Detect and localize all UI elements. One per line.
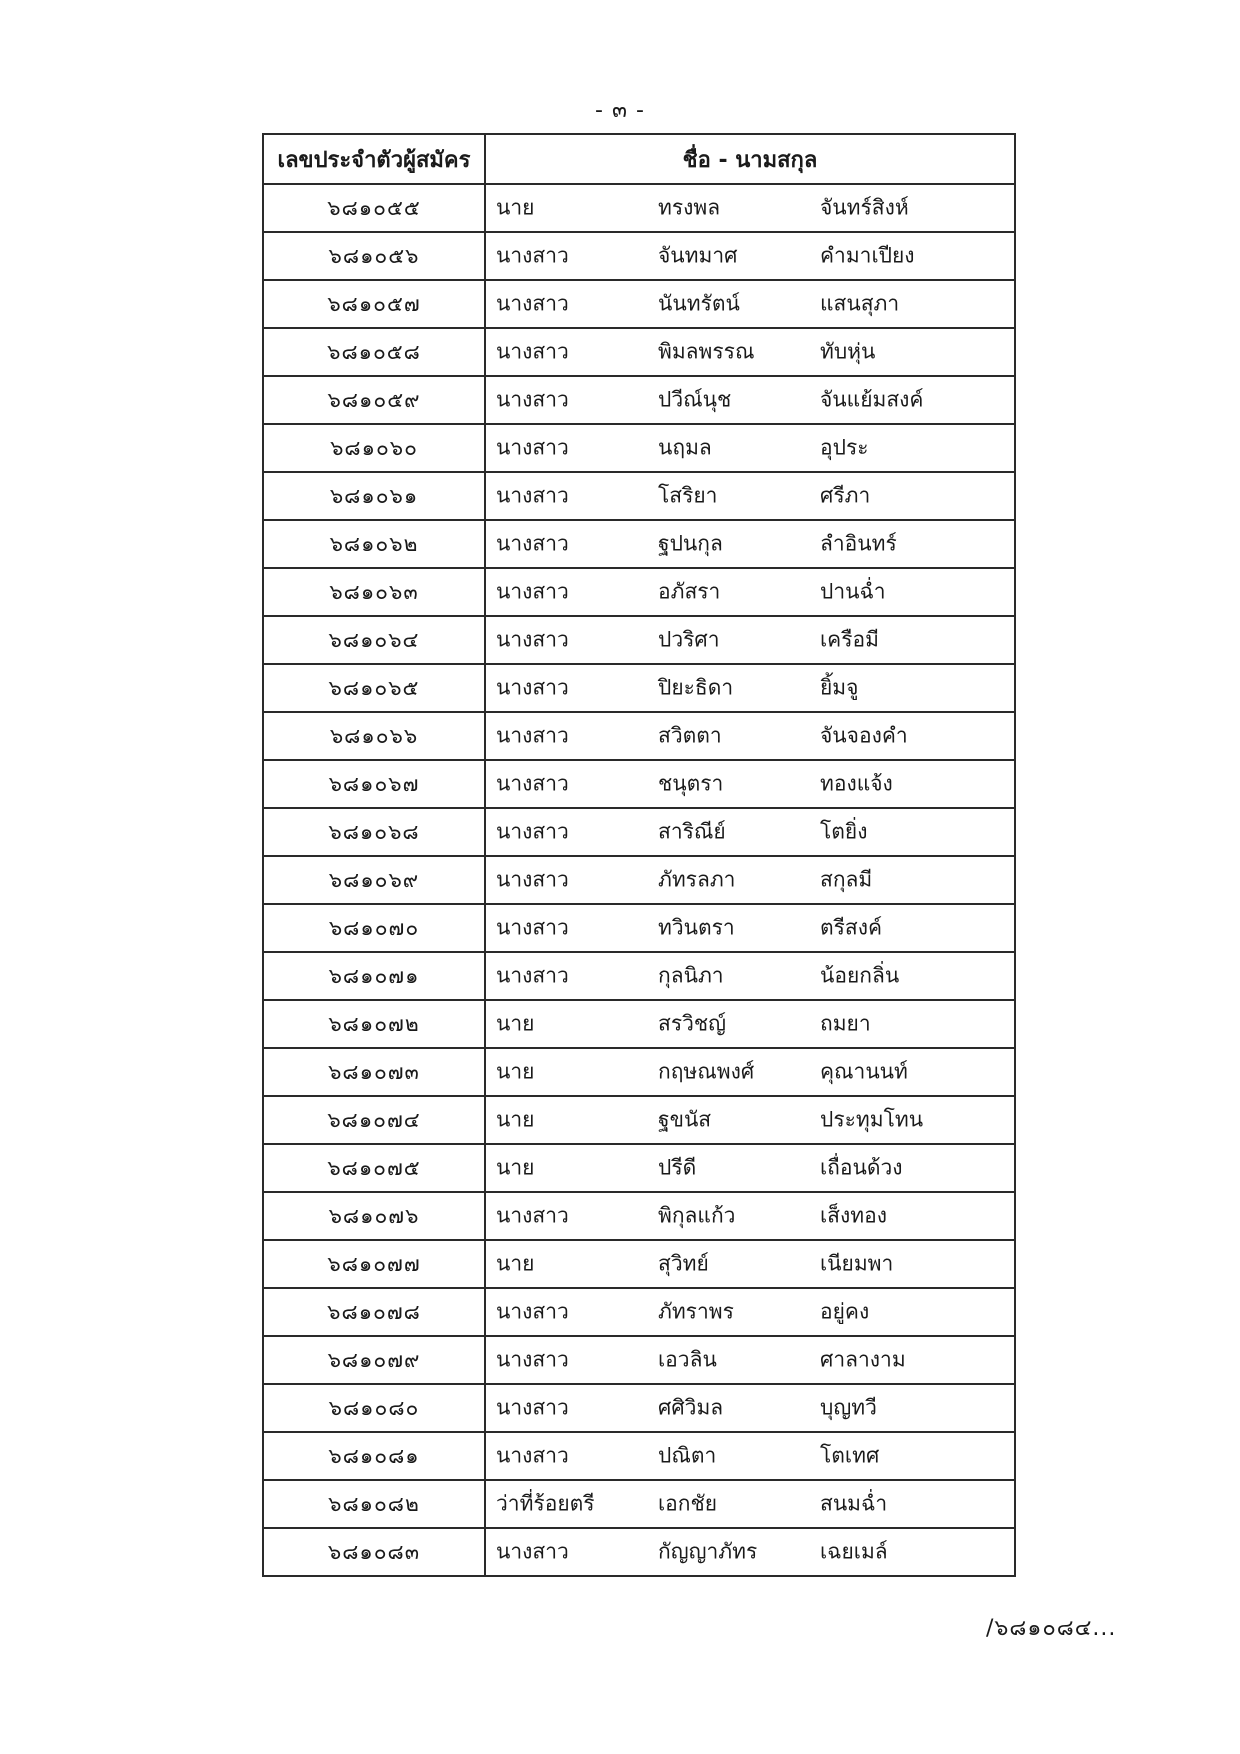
continuation-marker: /๖๘๑๐๘๔... [986,1616,1117,1641]
table-row [263,424,1015,472]
applicant-id-cell: ๖๘๑๐๖๕ [263,664,485,712]
applicant-id-cell: ๖๘๑๐๖๘ [263,808,485,856]
applicant-id-cell: ๖๘๑๐๖๔ [263,616,485,664]
table-row [263,280,1015,328]
table-row [263,568,1015,616]
first-name: ปณิตา [658,1443,717,1468]
table-row [263,232,1015,280]
table-row [263,664,1015,712]
table-row [263,184,1015,232]
name-prefix: นางสาว [496,1443,569,1468]
applicant-id-cell: ๖๘๑๐๕๘ [263,328,485,376]
full-name-cell [485,664,1015,712]
full-name-cell [485,1336,1015,1384]
first-name: นฤมล [658,435,712,460]
last-name: ประทุมโทน [820,1107,924,1132]
last-name: ลำอินทร์ [820,531,897,556]
first-name: อภัสรา [658,579,721,604]
last-name: ปานฉ่ำ [820,579,886,604]
name-prefix: นางสาว [496,1203,569,1228]
last-name: จันแย้มสงค์ [820,387,924,412]
page-number: - ๓ - [595,98,645,123]
full-name-cell [485,232,1015,280]
name-prefix: นางสาว [496,963,569,988]
full-name-cell [485,1192,1015,1240]
last-name: สนมฉ่ำ [820,1491,888,1516]
first-name: พิมลพรรณ [658,339,755,364]
last-name: ทับหุ่น [820,339,876,364]
table-row [263,1048,1015,1096]
last-name: จันจองคำ [820,723,908,748]
name-prefix: นางสาว [496,627,569,652]
name-prefix: นางสาว [496,243,569,268]
last-name: ตรีสงค์ [820,915,883,940]
applicant-id-cell: ๖๘๑๐๗๘ [263,1288,485,1336]
last-name: คำมาเปียง [820,243,915,268]
last-name: ถมยา [820,1011,871,1036]
full-name-cell [485,1288,1015,1336]
table-body [263,184,1015,1576]
applicant-id-cell: ๖๘๑๐๗๙ [263,1336,485,1384]
applicant-id-cell: ๖๘๑๐๗๕ [263,1144,485,1192]
table-row [263,1240,1015,1288]
full-name-cell [485,184,1015,232]
table-row [263,760,1015,808]
table-row [263,1144,1015,1192]
applicant-id-cell: ๖๘๑๐๖๙ [263,856,485,904]
applicant-id-cell: ๖๘๑๐๖๓ [263,568,485,616]
name-prefix: นางสาว [496,723,569,748]
full-name-cell [485,760,1015,808]
table-row [263,520,1015,568]
first-name: ทรงพล [658,195,721,220]
first-name: สรวิชญ์ [658,1011,727,1036]
table-row [263,1528,1015,1576]
last-name: แสนสุภา [820,291,900,316]
name-prefix: นางสาว [496,1299,569,1324]
applicant-id-cell: ๖๘๑๐๖๐ [263,424,485,472]
table-row [263,1096,1015,1144]
full-name-cell [485,1000,1015,1048]
table-row [263,856,1015,904]
last-name: อุประ [820,435,869,460]
full-name-cell [485,520,1015,568]
table-row [263,1288,1015,1336]
table-row [263,1384,1015,1432]
last-name: เนียมพา [820,1251,894,1276]
applicant-id-cell: ๖๘๑๐๘๓ [263,1528,485,1576]
full-name-cell [485,904,1015,952]
table-row [263,1432,1015,1480]
last-name: อยู่คง [820,1299,870,1324]
applicant-id-cell: ๖๘๑๐๕๖ [263,232,485,280]
last-name: สกุลมี [820,867,873,892]
first-name: ภัทราพร [658,1299,734,1324]
first-name: ปิยะธิดา [658,675,734,700]
full-name-cell [485,1144,1015,1192]
first-name: สวิตตา [658,723,722,748]
first-name: โสริยา [658,483,718,508]
full-name-cell [485,616,1015,664]
applicant-id-cell: ๖๘๑๐๖๒ [263,520,485,568]
applicant-id-cell: ๖๘๑๐๘๑ [263,1432,485,1480]
full-name-cell [485,1048,1015,1096]
name-prefix: นางสาว [496,819,569,844]
table-row [263,328,1015,376]
applicant-id-cell: ๖๘๑๐๗๗ [263,1240,485,1288]
name-prefix: นางสาว [496,1539,569,1564]
applicant-id-cell: ๖๘๑๐๗๒ [263,1000,485,1048]
last-name: เครือมี [820,627,879,652]
first-name: เอวลิน [658,1347,717,1372]
first-name: กฤษณพงศ์ [658,1059,755,1084]
table-row [263,808,1015,856]
applicant-id-cell: ๖๘๑๐๖๖ [263,712,485,760]
applicant-id-cell: ๖๘๑๐๗๖ [263,1192,485,1240]
name-prefix: นาย [496,1011,535,1036]
full-name-cell [485,1240,1015,1288]
table-row [263,1336,1015,1384]
full-name-cell [485,568,1015,616]
last-name: ศรีภา [820,483,871,508]
applicant-id-cell: ๖๘๑๐๖๗ [263,760,485,808]
first-name: นันทรัตน์ [658,291,740,316]
first-name: ศศิวิมล [658,1395,724,1420]
full-name-cell [485,376,1015,424]
applicant-id-cell: ๖๘๑๐๖๑ [263,472,485,520]
applicant-id-cell: ๖๘๑๐๕๙ [263,376,485,424]
full-name-cell [485,1480,1015,1528]
last-name: ยิ้มจู [820,675,859,700]
name-prefix: นางสาว [496,387,569,412]
last-name: เฉยเมล์ [820,1539,888,1564]
table-row [263,712,1015,760]
first-name: ฐขนัส [658,1107,712,1132]
table-row [263,1480,1015,1528]
applicant-id-cell: ๖๘๑๐๗๑ [263,952,485,1000]
first-name: ปวริศา [658,627,720,652]
full-name-cell [485,712,1015,760]
table-row [263,904,1015,952]
full-name-cell [485,856,1015,904]
name-prefix: นางสาว [496,771,569,796]
name-prefix: นางสาว [496,915,569,940]
name-prefix: นางสาว [496,291,569,316]
full-name-cell [485,808,1015,856]
name-prefix: นางสาว [496,435,569,460]
name-prefix: นางสาว [496,1347,569,1372]
last-name: คุณานนท์ [820,1059,908,1084]
name-prefix: นางสาว [496,531,569,556]
first-name: ฐปนกุล [658,531,723,556]
name-prefix: นาย [496,1107,535,1132]
first-name: จันทมาศ [658,243,738,268]
first-name: ปรีดี [658,1155,697,1180]
full-name-cell [485,952,1015,1000]
header-full-name: ชื่อ - นามสกุล [485,134,1015,184]
applicant-id-cell: ๖๘๑๐๗๓ [263,1048,485,1096]
first-name: พิกุลแก้ว [658,1203,736,1228]
name-prefix: นางสาว [496,339,569,364]
applicant-id-cell: ๖๘๑๐๗๔ [263,1096,485,1144]
table-row [263,616,1015,664]
full-name-cell [485,280,1015,328]
applicant-table [262,133,1016,1577]
name-prefix: นางสาว [496,483,569,508]
last-name: ทองแจ้ง [820,771,893,796]
applicant-id-cell: ๖๘๑๐๗๐ [263,904,485,952]
last-name: เส็งทอง [820,1203,887,1228]
name-prefix: ว่าที่ร้อยตรี [496,1491,595,1516]
last-name: น้อยกลิ่น [820,963,900,988]
name-prefix: นาย [496,1155,535,1180]
first-name: สาริณีย์ [658,819,726,844]
applicant-id-cell: ๖๘๑๐๘๐ [263,1384,485,1432]
name-prefix: นาย [496,1251,535,1276]
first-name: สุวิทย์ [658,1251,709,1276]
full-name-cell [485,1096,1015,1144]
first-name: ทวินตรา [658,915,735,940]
first-name: ปวีณ์นุช [658,387,732,412]
name-prefix: นางสาว [496,579,569,604]
last-name: โตยิ่ง [820,819,868,844]
table-row [263,952,1015,1000]
last-name: โตเทศ [820,1443,880,1468]
last-name: บุญทวี [820,1395,877,1420]
applicant-id-cell: ๖๘๑๐๕๗ [263,280,485,328]
first-name: กัญญาภัทร [658,1539,758,1564]
full-name-cell [485,328,1015,376]
table-row [263,376,1015,424]
table-row [263,1000,1015,1048]
full-name-cell [485,1432,1015,1480]
name-prefix: นาย [496,1059,535,1084]
full-name-cell [485,1528,1015,1576]
full-name-cell [485,1384,1015,1432]
applicant-id-cell: ๖๘๑๐๘๒ [263,1480,485,1528]
name-prefix: นางสาว [496,675,569,700]
first-name: ภัทรลภา [658,867,736,892]
name-prefix: นางสาว [496,1395,569,1420]
full-name-cell [485,424,1015,472]
first-name: เอกชัย [658,1491,718,1516]
full-name-cell [485,472,1015,520]
header-applicant-id: เลขประจำตัวผู้สมัคร [263,134,485,184]
name-prefix: นางสาว [496,867,569,892]
last-name: ศาลางาม [820,1347,906,1372]
table-row [263,472,1015,520]
applicant-id-cell: ๖๘๑๐๕๕ [263,184,485,232]
last-name: จันทร์สิงห์ [820,195,909,220]
last-name: เถื่อนด้วง [820,1155,903,1180]
name-prefix: นาย [496,195,535,220]
table-header-row [263,134,1015,184]
first-name: ชนุตรา [658,771,724,796]
table-row [263,1192,1015,1240]
first-name: กุลนิภา [658,963,724,988]
